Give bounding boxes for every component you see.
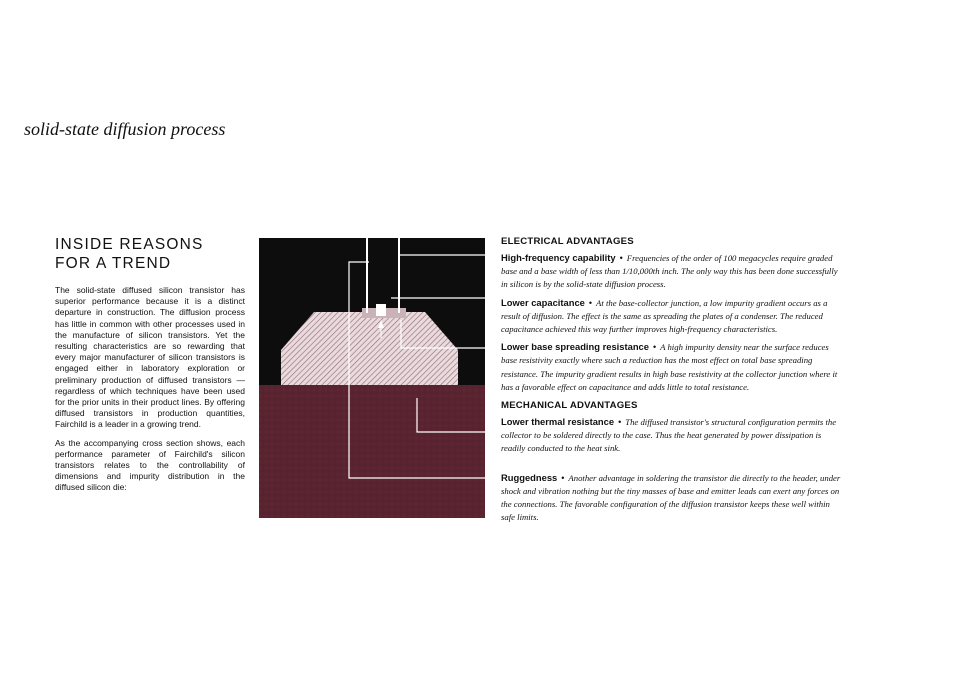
advantage-title: Lower thermal resistance bbox=[501, 416, 615, 428]
advantage-ruggedness bbox=[501, 471, 841, 524]
bullet: • bbox=[561, 472, 565, 483]
advantage-base-spreading-resistance bbox=[501, 340, 841, 393]
advantage-title: Lower capacitance bbox=[501, 296, 585, 308]
bullet: • bbox=[652, 342, 657, 353]
advantage-text: Frequencies of the order of 100 megacycles require graded base and a base width of less than 1/10,000th inch. The only way this has been done successfully in silicon is by the solid-state diffusion process. bbox=[501, 253, 838, 290]
advantage-title: Ruggedness bbox=[501, 471, 558, 483]
heading-line-2: FOR A TREND bbox=[55, 255, 172, 272]
advantage-thermal-resistance bbox=[501, 415, 841, 455]
advantage-text: At the base-collector junction, a low impurity gradient occurs as a result of diffusion. The effect is the same as spreading the plates of a condenser. The reduced capacitance achieved this way further improves high-frequency characteristics. bbox=[501, 297, 828, 335]
advantage-text: A high impurity density near the surface reduces base resistivity exactly where such a reduction has the most effect on total base spreading resistance. The impurity gradient results in high base resistivity at the collector junction where it has a favorable effect on capacitance and adds little to total resistance. bbox=[501, 342, 838, 392]
advantage-title: Lower base spreading resistance bbox=[501, 341, 649, 353]
advantage-lower-capacitance bbox=[501, 296, 841, 336]
collector-region bbox=[259, 385, 485, 518]
advantage-high-frequency bbox=[501, 251, 841, 291]
heading-line-1: INSIDE REASONS bbox=[55, 236, 204, 253]
advantage-text: Another advantage in soldering the transistor die directly to the header, under shock and vibration nothing but the tiny masses of base and emitter leads can exert any forces on the connections. The favorable configuration of the diffusion transistor keeps these well within safe limits. bbox=[501, 472, 841, 523]
intro-column bbox=[55, 235, 245, 501]
page-title: solid-state diffusion process bbox=[24, 119, 226, 139]
mechanical-heading: MECHANICAL ADVANTAGES bbox=[501, 400, 638, 412]
intro-paragraph: The solid-state diffused silicon transistor has superior performance because it is a distinct departure in construction. The diffusion process has little in common with other processes used in the manufacture of silicon transistors. Yet the resulting characteristics are so rewarding that every major manufacturer of silicon transistors is engaged either in laboratory exploration or preliminary production of diffused transistors — regardless of which techniques have been used for the prior units in their product lines. By offering diffused transistors in production quantities, Fairchild is a leader in a growing trend. bbox=[55, 285, 245, 430]
bullet: • bbox=[619, 253, 623, 263]
cross-section-paragraph: As the accompanying cross section shows, each performance parameter of Fairchild's silicon transistors relates to the controllability of dimensions and impurity distribution in the diffused silicon die: bbox=[55, 437, 245, 493]
emitter-contact bbox=[376, 304, 386, 316]
advantage-title: High-frequency capability bbox=[501, 252, 616, 263]
advantages-column bbox=[501, 236, 841, 528]
bullet: • bbox=[618, 417, 622, 428]
bullet: • bbox=[588, 297, 593, 308]
advantage-text: The diffused transistor's structural configuration permits the collector to be soldered directly to the case. Thus the heat generated by power dissipation is readily conducted to the heat sink. bbox=[501, 417, 837, 454]
electrical-heading: ELECTRICAL ADVANTAGES bbox=[501, 236, 634, 247]
section-heading bbox=[55, 235, 245, 273]
transistor-cross-section-figure bbox=[259, 238, 485, 518]
